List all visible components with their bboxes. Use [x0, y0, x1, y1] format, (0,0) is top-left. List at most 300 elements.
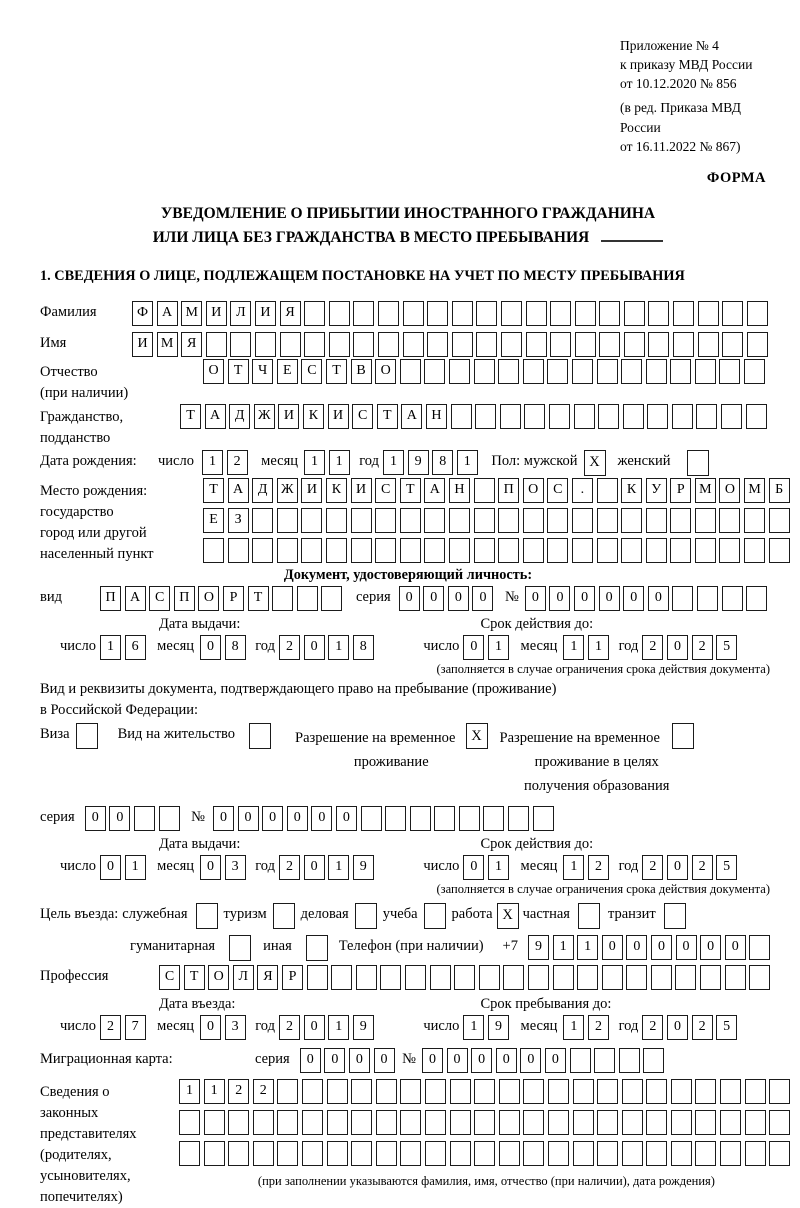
form-cell[interactable] [720, 1079, 741, 1104]
form-cell[interactable] [573, 1110, 594, 1135]
form-cell[interactable]: Я [181, 332, 202, 357]
form-cell[interactable] [159, 806, 180, 831]
form-cell[interactable] [410, 806, 431, 831]
form-cell[interactable] [695, 1141, 716, 1166]
form-cell[interactable] [450, 1110, 471, 1135]
form-cell[interactable]: Т [400, 478, 421, 503]
form-cell[interactable]: 1 [329, 450, 350, 475]
form-cell[interactable] [326, 538, 347, 563]
form-cell[interactable] [526, 301, 547, 326]
form-cell[interactable]: 0 [200, 635, 221, 660]
form-cell[interactable] [228, 1110, 249, 1135]
form-cell[interactable]: 2 [279, 1015, 300, 1040]
form-cell[interactable] [479, 965, 500, 990]
form-cell[interactable]: 0 [471, 1048, 492, 1073]
form-cell[interactable]: А [205, 404, 226, 429]
form-cell[interactable]: 0 [667, 1015, 688, 1040]
form-cell[interactable] [474, 1141, 495, 1166]
form-cell[interactable]: П [100, 586, 121, 611]
form-cell[interactable] [747, 332, 768, 357]
form-cell[interactable] [725, 965, 746, 990]
form-cell[interactable]: 2 [100, 1015, 121, 1040]
form-cell[interactable]: 0 [667, 635, 688, 660]
form-cell[interactable]: С [149, 586, 170, 611]
form-cell[interactable] [572, 508, 593, 533]
form-cell[interactable] [670, 359, 691, 384]
form-cell[interactable]: В [351, 359, 372, 384]
form-cell[interactable] [427, 332, 448, 357]
form-cell[interactable]: 0 [599, 586, 620, 611]
form-cell[interactable] [744, 508, 765, 533]
form-cell[interactable] [597, 359, 618, 384]
form-cell[interactable]: М [744, 478, 765, 503]
form-cell[interactable] [498, 359, 519, 384]
form-cell[interactable]: 0 [525, 586, 546, 611]
form-cell[interactable]: 8 [432, 450, 453, 475]
form-cell[interactable]: 1 [304, 450, 325, 475]
form-cell[interactable] [400, 1141, 421, 1166]
form-cell[interactable]: 0 [626, 935, 647, 960]
form-cell[interactable]: К [326, 478, 347, 503]
form-cell[interactable] [327, 1110, 348, 1135]
form-cell[interactable] [304, 301, 325, 326]
form-cell[interactable] [746, 586, 767, 611]
form-cell[interactable]: 7 [125, 1015, 146, 1040]
form-cell[interactable]: Р [223, 586, 244, 611]
form-cell[interactable]: 0 [648, 586, 669, 611]
form-cell[interactable]: 1 [125, 855, 146, 880]
form-cell[interactable]: 2 [227, 450, 248, 475]
form-cell[interactable] [746, 404, 767, 429]
form-cell[interactable] [622, 1110, 643, 1135]
form-cell[interactable]: 0 [667, 855, 688, 880]
form-cell[interactable] [452, 301, 473, 326]
form-cell[interactable] [498, 538, 519, 563]
form-cell[interactable]: 2 [588, 1015, 609, 1040]
form-cell[interactable] [400, 1079, 421, 1104]
form-cell[interactable] [769, 538, 790, 563]
form-cell[interactable] [696, 404, 717, 429]
form-cell[interactable]: Т [228, 359, 249, 384]
form-cell[interactable] [602, 965, 623, 990]
form-cell[interactable]: . [572, 478, 593, 503]
form-cell[interactable] [719, 538, 740, 563]
form-cell[interactable] [503, 965, 524, 990]
form-cell[interactable]: 9 [488, 1015, 509, 1040]
form-cell[interactable]: 2 [692, 1015, 713, 1040]
form-cell[interactable] [277, 508, 298, 533]
form-cell[interactable]: Я [257, 965, 278, 990]
form-cell[interactable]: С [375, 478, 396, 503]
form-cell[interactable]: 9 [528, 935, 549, 960]
form-cell[interactable] [376, 1110, 397, 1135]
form-cell[interactable]: 0 [213, 806, 234, 831]
form-cell[interactable] [553, 965, 574, 990]
form-cell[interactable]: 0 [447, 1048, 468, 1073]
form-cell[interactable] [622, 1079, 643, 1104]
form-cell[interactable]: М [695, 478, 716, 503]
form-cell[interactable] [648, 332, 669, 357]
form-cell[interactable] [459, 806, 480, 831]
form-cell[interactable]: З [228, 508, 249, 533]
form-cell[interactable] [380, 965, 401, 990]
form-cell[interactable] [253, 1141, 274, 1166]
form-cell[interactable]: 1 [100, 635, 121, 660]
form-cell[interactable]: И [278, 404, 299, 429]
form-cell[interactable]: Т [180, 404, 201, 429]
form-cell[interactable] [671, 1141, 692, 1166]
form-cell[interactable]: И [351, 478, 372, 503]
form-cell[interactable]: 0 [472, 586, 493, 611]
form-cell[interactable]: А [424, 478, 445, 503]
form-cell[interactable] [547, 538, 568, 563]
form-cell[interactable] [548, 1110, 569, 1135]
form-cell[interactable] [598, 404, 619, 429]
form-cell[interactable] [524, 404, 545, 429]
form-cell[interactable]: 2 [588, 855, 609, 880]
form-cell[interactable] [427, 301, 448, 326]
form-cell[interactable] [599, 301, 620, 326]
form-cell[interactable] [475, 404, 496, 429]
form-cell[interactable]: А [125, 586, 146, 611]
form-cell[interactable]: 0 [423, 586, 444, 611]
form-cell[interactable] [375, 508, 396, 533]
form-cell[interactable] [228, 538, 249, 563]
form-cell[interactable] [353, 332, 374, 357]
form-cell[interactable]: 2 [279, 855, 300, 880]
form-cell[interactable]: 0 [324, 1048, 345, 1073]
form-cell[interactable] [474, 1110, 495, 1135]
form-cell[interactable] [203, 538, 224, 563]
form-cell[interactable] [499, 1141, 520, 1166]
form-cell[interactable] [508, 806, 529, 831]
form-cell[interactable] [575, 301, 596, 326]
sex-female-checkbox[interactable] [687, 450, 709, 476]
form-cell[interactable]: О [719, 478, 740, 503]
form-cell[interactable] [403, 332, 424, 357]
form-cell[interactable]: 0 [109, 806, 130, 831]
form-cell[interactable] [400, 508, 421, 533]
form-cell[interactable] [400, 1110, 421, 1135]
form-cell[interactable]: 2 [642, 1015, 663, 1040]
form-cell[interactable] [499, 1110, 520, 1135]
form-cell[interactable] [450, 1079, 471, 1104]
form-cell[interactable] [621, 508, 642, 533]
form-cell[interactable]: П [498, 478, 519, 503]
temp-residence-checkbox[interactable]: X [466, 723, 488, 749]
form-cell[interactable]: К [303, 404, 324, 429]
form-cell[interactable] [351, 538, 372, 563]
form-cell[interactable]: 1 [457, 450, 478, 475]
form-cell[interactable] [483, 806, 504, 831]
form-cell[interactable] [577, 965, 598, 990]
form-cell[interactable] [624, 301, 645, 326]
form-cell[interactable]: 8 [353, 635, 374, 660]
form-cell[interactable] [326, 508, 347, 533]
form-cell[interactable] [351, 1141, 372, 1166]
form-cell[interactable] [550, 301, 571, 326]
form-cell[interactable]: И [206, 301, 227, 326]
purpose-tourism-checkbox[interactable] [273, 903, 295, 929]
form-cell[interactable] [599, 332, 620, 357]
form-cell[interactable]: 3 [225, 1015, 246, 1040]
form-cell[interactable] [547, 359, 568, 384]
form-cell[interactable] [671, 1110, 692, 1135]
form-cell[interactable]: 1 [577, 935, 598, 960]
form-cell[interactable]: Т [203, 478, 224, 503]
form-cell[interactable]: 5 [716, 855, 737, 880]
form-cell[interactable] [719, 508, 740, 533]
form-cell[interactable]: 0 [520, 1048, 541, 1073]
form-cell[interactable] [719, 359, 740, 384]
form-cell[interactable] [722, 301, 743, 326]
form-cell[interactable] [698, 301, 719, 326]
form-cell[interactable] [474, 478, 495, 503]
form-cell[interactable]: 0 [200, 855, 221, 880]
form-cell[interactable] [745, 1110, 766, 1135]
form-cell[interactable]: 6 [125, 635, 146, 660]
form-cell[interactable]: И [328, 404, 349, 429]
form-cell[interactable]: Т [326, 359, 347, 384]
form-cell[interactable] [572, 359, 593, 384]
form-cell[interactable] [549, 404, 570, 429]
form-cell[interactable] [452, 332, 473, 357]
form-cell[interactable]: Т [377, 404, 398, 429]
form-cell[interactable]: 0 [725, 935, 746, 960]
form-cell[interactable] [646, 508, 667, 533]
form-cell[interactable] [376, 1079, 397, 1104]
form-cell[interactable]: О [523, 478, 544, 503]
form-cell[interactable]: 1 [383, 450, 404, 475]
form-cell[interactable]: С [547, 478, 568, 503]
form-cell[interactable] [769, 1110, 790, 1135]
form-cell[interactable] [331, 965, 352, 990]
form-cell[interactable] [425, 1079, 446, 1104]
form-cell[interactable] [302, 1141, 323, 1166]
form-cell[interactable] [353, 301, 374, 326]
form-cell[interactable] [449, 359, 470, 384]
form-cell[interactable] [672, 404, 693, 429]
form-cell[interactable] [500, 404, 521, 429]
form-cell[interactable]: Р [670, 478, 691, 503]
form-cell[interactable] [277, 1110, 298, 1135]
form-cell[interactable]: 0 [262, 806, 283, 831]
form-cell[interactable] [646, 538, 667, 563]
form-cell[interactable] [454, 965, 475, 990]
form-cell[interactable] [547, 508, 568, 533]
form-cell[interactable] [277, 1141, 298, 1166]
form-cell[interactable] [378, 332, 399, 357]
form-cell[interactable]: Л [233, 965, 254, 990]
form-cell[interactable] [597, 1079, 618, 1104]
form-cell[interactable]: Н [426, 404, 447, 429]
form-cell[interactable]: Ж [277, 478, 298, 503]
purpose-private-checkbox[interactable] [578, 903, 600, 929]
form-cell[interactable] [622, 1141, 643, 1166]
form-cell[interactable]: 0 [574, 586, 595, 611]
form-cell[interactable]: 2 [642, 855, 663, 880]
purpose-humanitarian-checkbox[interactable] [229, 935, 251, 961]
form-cell[interactable] [434, 806, 455, 831]
form-cell[interactable] [695, 1079, 716, 1104]
form-cell[interactable] [526, 332, 547, 357]
form-cell[interactable] [430, 965, 451, 990]
form-cell[interactable] [597, 1141, 618, 1166]
form-cell[interactable] [672, 586, 693, 611]
form-cell[interactable]: 0 [100, 855, 121, 880]
form-cell[interactable] [356, 965, 377, 990]
form-cell[interactable] [476, 301, 497, 326]
form-cell[interactable]: 9 [408, 450, 429, 475]
form-cell[interactable]: 0 [311, 806, 332, 831]
edu-residence-checkbox[interactable] [672, 723, 694, 749]
form-cell[interactable]: 0 [496, 1048, 517, 1073]
form-cell[interactable]: 0 [549, 586, 570, 611]
form-cell[interactable] [450, 1141, 471, 1166]
form-cell[interactable]: 0 [545, 1048, 566, 1073]
form-cell[interactable] [646, 1141, 667, 1166]
form-cell[interactable] [695, 359, 716, 384]
form-cell[interactable]: И [255, 301, 276, 326]
form-cell[interactable] [302, 1079, 323, 1104]
form-cell[interactable] [351, 1110, 372, 1135]
form-cell[interactable]: А [228, 478, 249, 503]
form-cell[interactable] [252, 508, 273, 533]
form-cell[interactable]: Б [769, 478, 790, 503]
form-cell[interactable] [424, 538, 445, 563]
form-cell[interactable] [134, 806, 155, 831]
form-cell[interactable] [351, 508, 372, 533]
form-cell[interactable]: О [203, 359, 224, 384]
form-cell[interactable] [230, 332, 251, 357]
form-cell[interactable] [424, 359, 445, 384]
form-cell[interactable]: 1 [488, 635, 509, 660]
form-cell[interactable] [523, 1079, 544, 1104]
form-cell[interactable] [744, 359, 765, 384]
form-cell[interactable] [647, 404, 668, 429]
form-cell[interactable] [277, 538, 298, 563]
purpose-other-checkbox[interactable] [306, 935, 328, 961]
form-cell[interactable]: 9 [353, 1015, 374, 1040]
form-cell[interactable] [400, 359, 421, 384]
form-cell[interactable] [304, 332, 325, 357]
form-cell[interactable] [749, 965, 770, 990]
form-cell[interactable]: 0 [304, 635, 325, 660]
form-cell[interactable] [179, 1110, 200, 1135]
form-cell[interactable] [646, 1110, 667, 1135]
form-cell[interactable] [621, 538, 642, 563]
form-cell[interactable]: 0 [448, 586, 469, 611]
form-cell[interactable]: И [132, 332, 153, 357]
form-cell[interactable] [425, 1110, 446, 1135]
residence-permit-checkbox[interactable] [249, 723, 271, 749]
form-cell[interactable] [272, 586, 293, 611]
form-cell[interactable] [204, 1141, 225, 1166]
form-cell[interactable]: 0 [463, 635, 484, 660]
form-cell[interactable]: 2 [228, 1079, 249, 1104]
form-cell[interactable]: 0 [651, 935, 672, 960]
form-cell[interactable]: У [646, 478, 667, 503]
form-cell[interactable] [670, 538, 691, 563]
form-cell[interactable] [329, 332, 350, 357]
form-cell[interactable]: И [301, 478, 322, 503]
form-cell[interactable]: Н [449, 478, 470, 503]
form-cell[interactable] [548, 1141, 569, 1166]
form-cell[interactable]: Д [252, 478, 273, 503]
form-cell[interactable] [301, 538, 322, 563]
form-cell[interactable] [695, 1110, 716, 1135]
form-cell[interactable] [206, 332, 227, 357]
form-cell[interactable] [424, 508, 445, 533]
form-cell[interactable]: 0 [287, 806, 308, 831]
form-cell[interactable] [327, 1141, 348, 1166]
visa-checkbox[interactable] [76, 723, 98, 749]
form-cell[interactable]: С [301, 359, 322, 384]
form-cell[interactable] [204, 1110, 225, 1135]
form-cell[interactable]: 1 [202, 450, 223, 475]
form-cell[interactable] [744, 538, 765, 563]
form-cell[interactable] [769, 1141, 790, 1166]
form-cell[interactable] [621, 359, 642, 384]
form-cell[interactable] [449, 538, 470, 563]
form-cell[interactable]: 2 [279, 635, 300, 660]
form-cell[interactable] [597, 508, 618, 533]
purpose-study-checkbox[interactable] [424, 903, 446, 929]
form-cell[interactable] [626, 965, 647, 990]
form-cell[interactable]: М [181, 301, 202, 326]
purpose-work-checkbox[interactable]: X [497, 903, 519, 929]
form-cell[interactable]: 1 [328, 635, 349, 660]
form-cell[interactable] [721, 404, 742, 429]
form-cell[interactable] [523, 359, 544, 384]
form-cell[interactable] [673, 301, 694, 326]
form-cell[interactable]: 1 [488, 855, 509, 880]
form-cell[interactable] [321, 586, 342, 611]
form-cell[interactable]: Р [282, 965, 303, 990]
form-cell[interactable] [720, 1110, 741, 1135]
form-cell[interactable] [700, 965, 721, 990]
form-cell[interactable] [769, 1079, 790, 1104]
form-cell[interactable]: Л [230, 301, 251, 326]
form-cell[interactable]: Ж [254, 404, 275, 429]
form-cell[interactable] [643, 1048, 664, 1073]
form-cell[interactable]: П [174, 586, 195, 611]
form-cell[interactable] [573, 1079, 594, 1104]
form-cell[interactable] [623, 404, 644, 429]
form-cell[interactable] [572, 538, 593, 563]
form-cell[interactable] [745, 1141, 766, 1166]
form-cell[interactable] [745, 1079, 766, 1104]
form-cell[interactable]: 1 [463, 1015, 484, 1040]
form-cell[interactable] [671, 1079, 692, 1104]
form-cell[interactable]: С [159, 965, 180, 990]
form-cell[interactable]: 0 [623, 586, 644, 611]
form-cell[interactable] [307, 965, 328, 990]
form-cell[interactable] [597, 1110, 618, 1135]
form-cell[interactable] [648, 301, 669, 326]
form-cell[interactable] [476, 332, 497, 357]
form-cell[interactable] [474, 1079, 495, 1104]
form-cell[interactable] [722, 586, 743, 611]
form-cell[interactable] [329, 301, 350, 326]
form-cell[interactable] [498, 508, 519, 533]
form-cell[interactable]: 2 [692, 855, 713, 880]
form-cell[interactable] [769, 508, 790, 533]
form-cell[interactable]: М [157, 332, 178, 357]
form-cell[interactable]: А [157, 301, 178, 326]
form-cell[interactable]: 0 [676, 935, 697, 960]
form-cell[interactable] [501, 332, 522, 357]
